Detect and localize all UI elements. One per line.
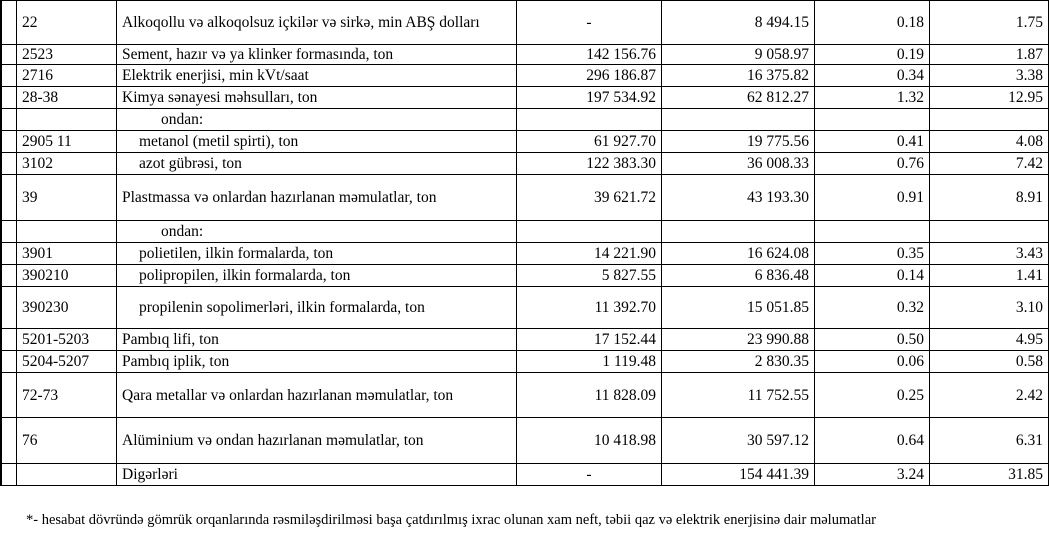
hs-code: 5204-5207 xyxy=(17,351,117,373)
hs-code xyxy=(17,464,117,486)
quantity: 17 152.44 xyxy=(517,329,662,351)
hs-code: 2716 xyxy=(17,65,117,87)
product-name: Plastmassa və onlardan hazırlanan məmulatlar, ton xyxy=(117,175,517,221)
quantity xyxy=(517,109,662,131)
product-name: Digərləri xyxy=(117,464,517,486)
value: 16 624.08 xyxy=(662,243,815,265)
product-name: Pambıq iplik, ton xyxy=(117,351,517,373)
share: 0.18 xyxy=(815,1,930,45)
product-name: Pambıq lifi, ton xyxy=(117,329,517,351)
value: 2 830.35 xyxy=(662,351,815,373)
quantity: 11 392.70 xyxy=(517,287,662,329)
share: 0.34 xyxy=(815,65,930,87)
usd-value: 6.31 xyxy=(930,418,1049,464)
usd-value: 8.91 xyxy=(930,175,1049,221)
usd-value: 3.10 xyxy=(930,287,1049,329)
quantity: 61 927.70 xyxy=(517,131,662,153)
quantity: 142 156.76 xyxy=(517,45,662,65)
table-row xyxy=(1,243,1049,265)
usd-value: 3.43 xyxy=(930,243,1049,265)
table-row xyxy=(1,351,1049,373)
table-row xyxy=(1,221,1049,243)
product-name: Alkoqollu və alkoqolsuz içkilər və sirkə, min ABŞ dolları xyxy=(117,1,517,45)
usd-value: 1.41 xyxy=(930,265,1049,287)
table-row xyxy=(1,45,1049,65)
table-row xyxy=(1,87,1049,109)
table-row xyxy=(1,109,1049,131)
product-name: azot gübrəsi, ton xyxy=(117,153,517,175)
quantity: - xyxy=(517,1,662,45)
product-name: metanol (metil spirti), ton xyxy=(117,131,517,153)
value: 19 775.56 xyxy=(662,131,815,153)
hs-code xyxy=(17,109,117,131)
usd-value: 2.42 xyxy=(930,373,1049,418)
quantity: 5 827.55 xyxy=(517,265,662,287)
table-row xyxy=(1,65,1049,87)
table-row xyxy=(1,153,1049,175)
table-row xyxy=(1,131,1049,153)
product-name: Sement, hazır və ya klinker formasında, ton xyxy=(117,45,517,65)
share: 0.14 xyxy=(815,265,930,287)
hs-code: 76 xyxy=(17,418,117,464)
product-name: Qara metallar və onlardan hazırlanan məmulatlar, ton xyxy=(117,373,517,418)
usd-value: 12.95 xyxy=(930,87,1049,109)
quantity xyxy=(517,221,662,243)
hs-code: 28-38 xyxy=(17,87,117,109)
value: 15 051.85 xyxy=(662,287,815,329)
value: 36 008.33 xyxy=(662,153,815,175)
product-name: ondan: xyxy=(117,221,517,243)
quantity: 10 418.98 xyxy=(517,418,662,464)
hs-code: 2523 xyxy=(17,45,117,65)
hs-code: 3901 xyxy=(17,243,117,265)
value: 8 494.15 xyxy=(662,1,815,45)
value: 23 990.88 xyxy=(662,329,815,351)
share xyxy=(815,109,930,131)
hs-code: 390210 xyxy=(17,265,117,287)
product-name: ondan: xyxy=(117,109,517,131)
product-name: Kimya sənayesi məhsulları, ton xyxy=(117,87,517,109)
value: 30 597.12 xyxy=(662,418,815,464)
share: 0.41 xyxy=(815,131,930,153)
share: 0.25 xyxy=(815,373,930,418)
product-name: Alüminium və ondan hazırlanan məmulatlar, ton xyxy=(117,418,517,464)
hs-code: 390230 xyxy=(17,287,117,329)
usd-value xyxy=(930,221,1049,243)
value: 154 441.39 xyxy=(662,464,815,486)
hs-code: 39 xyxy=(17,175,117,221)
product-name: Elektrik enerjisi, min kVt/saat xyxy=(117,65,517,87)
quantity: 296 186.87 xyxy=(517,65,662,87)
quantity: 11 828.09 xyxy=(517,373,662,418)
share: 0.91 xyxy=(815,175,930,221)
product-name: polipropilen, ilkin formalarda, ton xyxy=(117,265,517,287)
hs-code: 5201-5203 xyxy=(17,329,117,351)
hs-code xyxy=(17,221,117,243)
value: 16 375.82 xyxy=(662,65,815,87)
usd-value: 7.42 xyxy=(930,153,1049,175)
quantity: 122 383.30 xyxy=(517,153,662,175)
usd-value: 1.87 xyxy=(930,45,1049,65)
table-row xyxy=(1,287,1049,329)
value xyxy=(662,221,815,243)
value: 6 836.48 xyxy=(662,265,815,287)
value: 11 752.55 xyxy=(662,373,815,418)
quantity: 1 119.48 xyxy=(517,351,662,373)
share: 0.64 xyxy=(815,418,930,464)
hs-code: 3102 xyxy=(17,153,117,175)
table-row xyxy=(1,418,1049,464)
quantity: - xyxy=(517,464,662,486)
table-row xyxy=(1,329,1049,351)
share: 0.32 xyxy=(815,287,930,329)
usd-value: 4.95 xyxy=(930,329,1049,351)
product-name: propilenin sopolimerləri, ilkin formalarda, ton xyxy=(117,287,517,329)
usd-value: 3.38 xyxy=(930,65,1049,87)
table-row xyxy=(1,1,1049,45)
quantity: 39 621.72 xyxy=(517,175,662,221)
value: 43 193.30 xyxy=(662,175,815,221)
share: 0.06 xyxy=(815,351,930,373)
product-name: polietilen, ilkin formalarda, ton xyxy=(117,243,517,265)
hs-code: 72-73 xyxy=(17,373,117,418)
share xyxy=(815,221,930,243)
table-row xyxy=(1,175,1049,221)
share: 3.24 xyxy=(815,464,930,486)
usd-value: 0.58 xyxy=(930,351,1049,373)
value: 62 812.27 xyxy=(662,87,815,109)
usd-value: 31.85 xyxy=(930,464,1049,486)
footnote: *- hesabat dövründə gömrük orqanlarında rəsmiləşdirilməsi başa çatdırılmış ixrac olunan xam neft, təbii qaz və elektrik enerjisinə dair məlumatlar xyxy=(26,512,876,528)
quantity: 14 221.90 xyxy=(517,243,662,265)
hs-code: 2905 11 xyxy=(17,131,117,153)
share: 0.50 xyxy=(815,329,930,351)
hs-code: 22 xyxy=(17,1,117,45)
value: 9 058.97 xyxy=(662,45,815,65)
share: 0.35 xyxy=(815,243,930,265)
table-row xyxy=(1,265,1049,287)
value xyxy=(662,109,815,131)
table-row xyxy=(1,373,1049,418)
usd-value xyxy=(930,109,1049,131)
usd-value: 4.08 xyxy=(930,131,1049,153)
share: 1.32 xyxy=(815,87,930,109)
table-row-total xyxy=(1,464,1049,486)
quantity: 197 534.92 xyxy=(517,87,662,109)
share: 0.76 xyxy=(815,153,930,175)
usd-value: 1.75 xyxy=(930,1,1049,45)
share: 0.19 xyxy=(815,45,930,65)
